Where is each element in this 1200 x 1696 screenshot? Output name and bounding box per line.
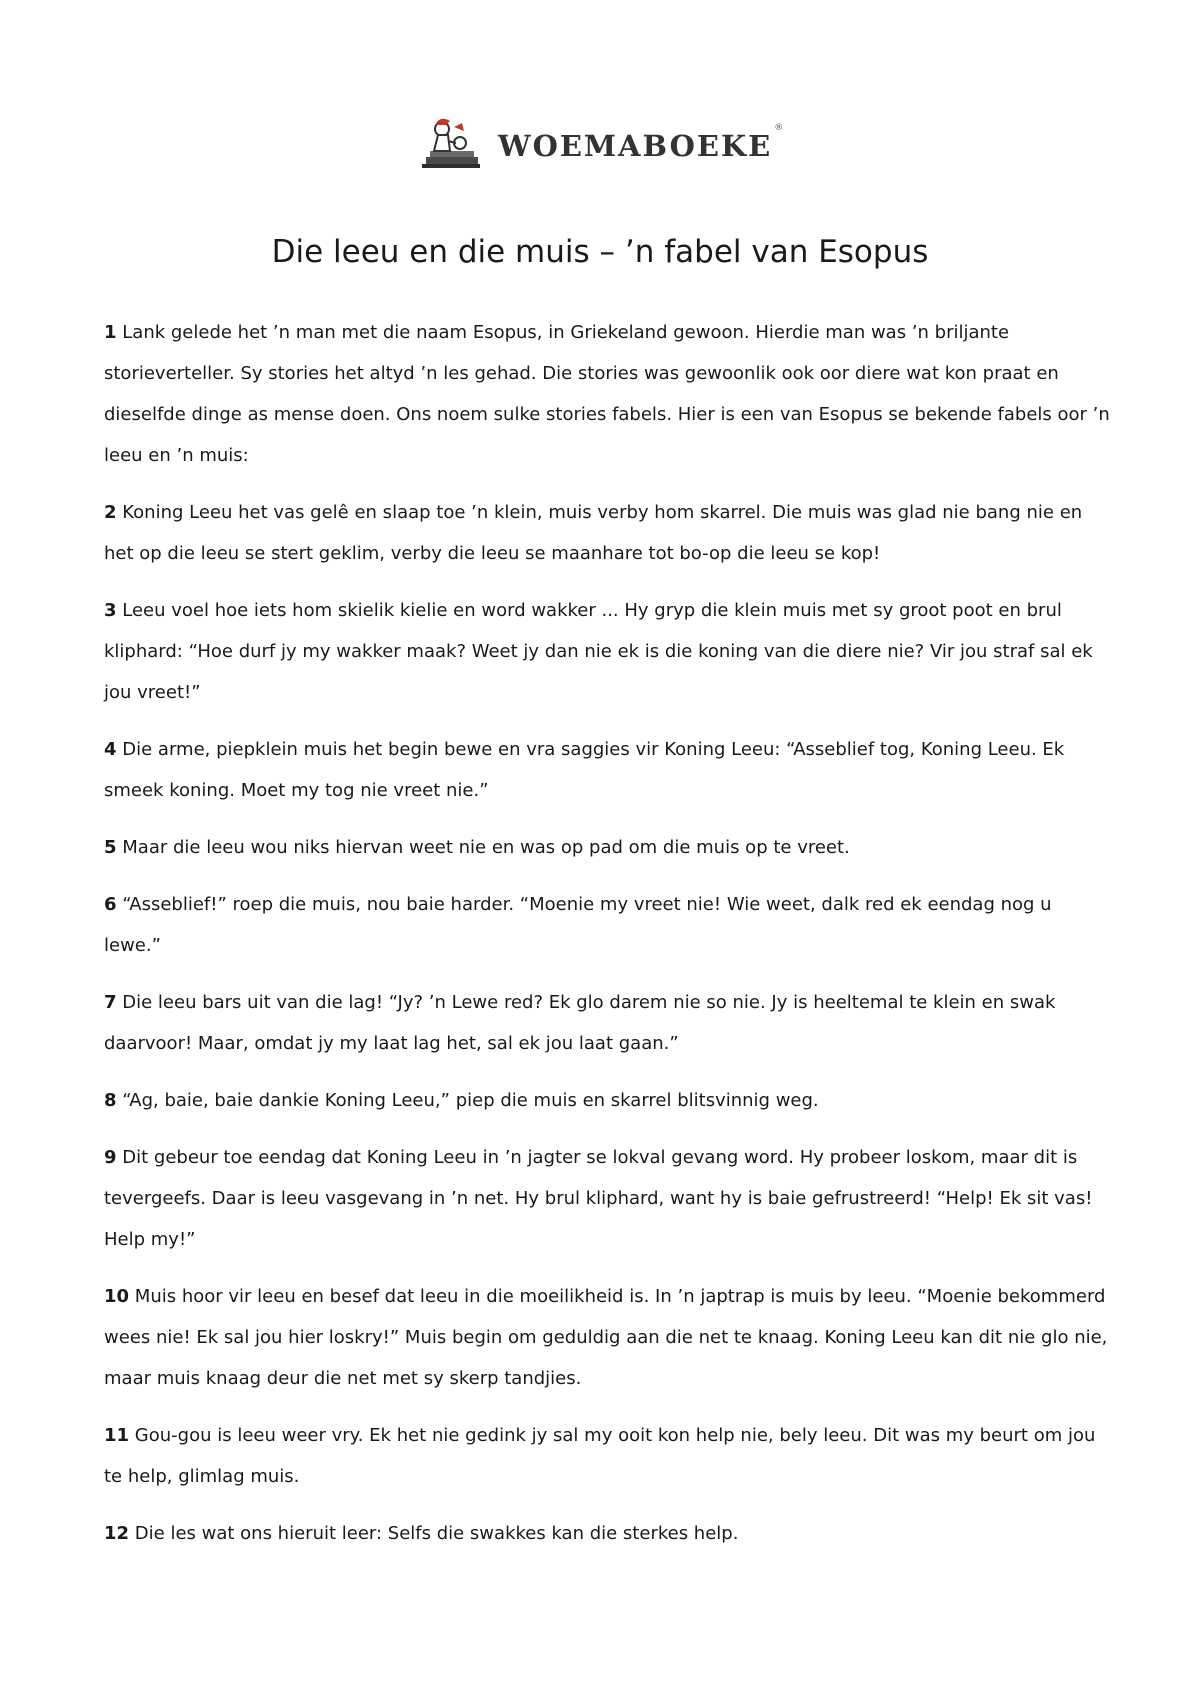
- paragraph-8: [104, 1080, 1114, 1121]
- paragraph-text: Die leeu bars uit van die lag! “Jy? ’n Lewe red? Ek glo darem nie so nie. Jy is heeltemal te klein en swak daarvoor! Maar, omdat jy my laat lag het, sal ek jou laat gaan.”: [104, 992, 1056, 1054]
- paragraph-text: Leeu voel hoe iets hom skielik kielie en word wakker ... Hy gryp die klein muis met sy groot poot en brul kliphard: “Hoe durf jy my wakker maak? Weet jy dan nie ek is die koning van die diere nie? Vir jou straf sal ek jou vreet!”: [104, 600, 1093, 703]
- paragraph-text: Muis hoor vir leeu en besef dat leeu in die moeilikheid is. In ’n japtrap is muis by leeu. “Moenie bekommerd wees nie! Ek sal jou hier loskry!” Muis begin om geduldig aan die net te knaag. Koning Leeu kan dit nie glo nie, maar muis knaag deur die net met sy skerp tandjies.: [104, 1286, 1108, 1389]
- paragraph-2: [104, 492, 1114, 574]
- paragraph-10: [104, 1276, 1114, 1399]
- paragraph-text: “Asseblief!” roep die muis, nou baie harder. “Moenie my vreet nie! Wie weet, dalk red ek eendag nog u lewe.”: [104, 894, 1052, 956]
- paragraph-text: Die les wat ons hieruit leer: Selfs die swakkes kan die sterkes help.: [134, 1523, 739, 1544]
- paragraph-text: “Ag, baie, baie dankie Koning Leeu,” piep die muis en skarrel blitsvinnig weg.: [122, 1090, 819, 1111]
- paragraph-number: 6: [104, 894, 117, 915]
- paragraph-text: Gou-gou is leeu weer vry. Ek het nie gedink jy sal my ooit kon help nie, bely leeu. Dit was my beurt om jou te help, glimlag muis.: [104, 1425, 1096, 1487]
- paragraph-number: 10: [104, 1286, 130, 1307]
- paragraph-number: 8: [104, 1090, 117, 1111]
- paragraph-number: 2: [104, 502, 117, 523]
- paragraph-text: Maar die leeu wou niks hiervan weet nie en was op pad om die muis op te vreet.: [122, 837, 850, 858]
- registered-mark: ®: [774, 123, 784, 133]
- paragraph-number: 7: [104, 992, 117, 1013]
- paragraph-number: 11: [104, 1425, 130, 1446]
- paragraph-5: [104, 827, 1114, 868]
- logo-text: WOEMABOEKE: [498, 129, 773, 163]
- paragraph-12: [104, 1513, 1114, 1554]
- paragraph-text: Dit gebeur toe eendag dat Koning Leeu in ’n jagter se lokval gevang word. Hy probeer loskom, maar dit is tevergeefs. Daar is leeu vasgevang in ’n net. Hy brul kliphard, want hy is baie gefrustreerd! “Help! Ek sit vas! Help my!”: [104, 1147, 1093, 1250]
- paragraph-number: 9: [104, 1147, 117, 1168]
- paragraph-number: 5: [104, 837, 117, 858]
- paragraph-7: [104, 982, 1114, 1064]
- paragraph-number: 12: [104, 1523, 130, 1544]
- logo: [418, 112, 784, 172]
- story-body: [104, 312, 1114, 1570]
- paragraph-1: [104, 312, 1114, 476]
- paragraph-4: [104, 729, 1114, 811]
- paragraph-3: [104, 590, 1114, 713]
- paragraph-9: [104, 1137, 1114, 1260]
- paragraph-text: Koning Leeu het vas gelê en slaap toe ’n klein, muis verby hom skarrel. Die muis was glad nie bang nie en het op die leeu se stert geklim, verby die leeu se maanhare tot bo-op die leeu se kop!: [104, 502, 1083, 564]
- paragraph-number: 4: [104, 739, 117, 760]
- paragraph-number: 3: [104, 600, 117, 621]
- paragraph-text: Lank gelede het ’n man met die naam Esopus, in Griekeland gewoon. Hierdie man was ’n briljante storieverteller. Sy stories het altyd ’n les gehad. Die stories was gewoonlik ook oor diere wat kon praat en dieselfde dinge as mense doen. Ons noem sulke stories fabels. Hier is een van Esopus se bekende fabels oor ’n leeu en ’n muis:: [104, 322, 1110, 466]
- paragraph-text: Die arme, piepklein muis het begin bewe en vra saggies vir Koning Leeu: “Asseblief tog, Koning Leeu. Ek smeek koning. Moet my tog nie vreet nie.”: [104, 739, 1065, 801]
- page-title: Die leeu en die muis – ’n fabel van Esopus: [271, 234, 929, 270]
- logo-mark-icon: [418, 113, 484, 171]
- paragraph-6: [104, 884, 1114, 966]
- paragraph-11: [104, 1415, 1114, 1497]
- paragraph-number: 1: [104, 322, 117, 343]
